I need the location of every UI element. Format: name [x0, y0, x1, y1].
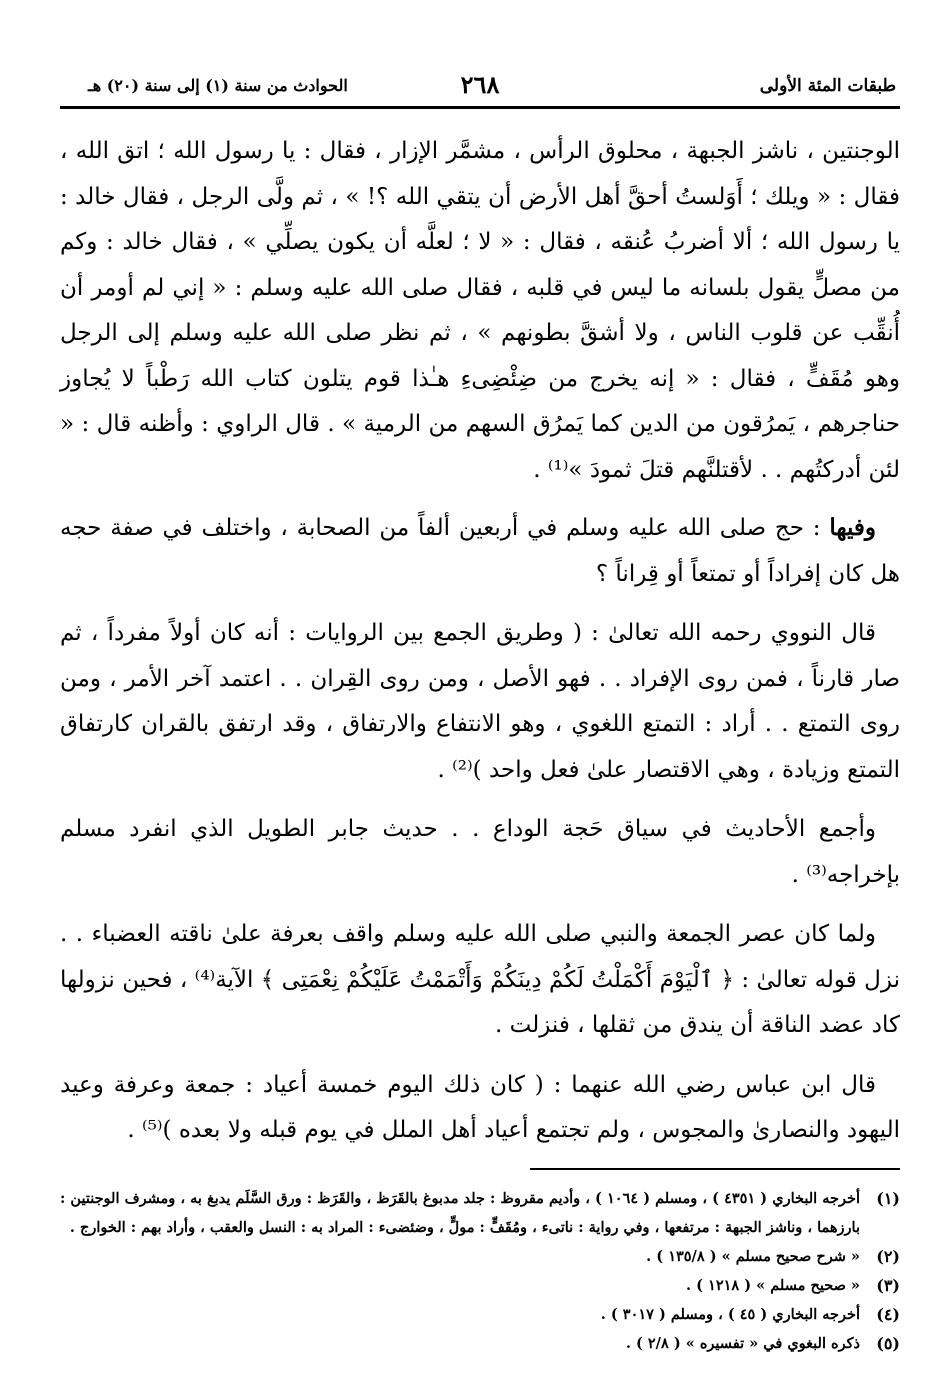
paragraph-text: قال النووي رحمه الله تعالىٰ : ( وطريق الجمع بين الروايات : أنه كان أولاً مفرداً ، ثم صار قارناً ، فمن روى الإفراد . . فهو الأصل ، ومن روى القِران . . اعتمد آخر الأمر ، ومن روى التمتع . . أراد : التمتع اللغوي ، وهو الانتفاع والارتفاق ، وقد ارتفق بالقران كارتفاق التمتع وزيادة ، وهي الاقتصار علىٰ فعل واحد )⁽²⁾ . [60, 620, 900, 783]
paragraph [60, 129, 900, 493]
footnote-text: أخرجه البخاري ( ٤٣٥١ ) ، ومسلم ( ١٠٦٤ ) ، وأديم مقروظ : جلد مدبوغ بالقَرَظ ، والقَرَظ : ورق السَّلَم يدبغ به ، ومشرف الوجنتين : بارزهما ، وناشز الجبهة : مرتفعها ، وفي رواية : ناتىء ، ومُقَفٍّ : مولٍّ ، وضئضىء : المراد به : النسل والعقب ، وأراد بهم : الخوارج . [60, 1189, 861, 1236]
paragraph [60, 611, 900, 793]
footnote [60, 1242, 900, 1271]
paragraph-lead: وفيها [829, 514, 876, 541]
paragraph-text: : حج صلى الله عليه وسلم في أربعين ألفاً من الصحابة ، واختلف في صفة حجه هل كان إفراداً أو تمتعاً أو قِراناً ؟ [60, 515, 900, 587]
footnote [60, 1184, 900, 1242]
footnote-text: « صحيح مسلم » ( ١٢١٨ ) . [686, 1276, 860, 1294]
paragraph [60, 1063, 900, 1154]
footnote [60, 1329, 900, 1358]
footnote-text: ذكره البغوي في « تفسيره » ( ٢/٨ ) . [625, 1334, 860, 1352]
book-title: طبقات المئة الأولى [759, 76, 896, 96]
book-page [60, 62, 900, 1358]
running-header [60, 62, 900, 102]
paragraph [60, 912, 900, 1049]
paragraph [60, 505, 900, 597]
main-text [60, 129, 900, 1154]
paragraph-text: الوجنتين ، ناشز الجبهة ، محلوق الرأس ، مشمَّر الإزار ، فقال : يا رسول الله ؛ اتق الله ، فقال : « ويلك ؛ أَوَلستُ أحقَّ أهل الأرض أن يتقي الله ؟! » ، ثم ولَّى الرجل ، فقال خالد : يا رسول الله ؛ ألا أضربُ عُنقه ، فقال : « لا ؛ لعلَّه أن يكون يصلِّي » ، فقال خالد : وكم من مصلٍّ يقول بلسانه ما ليس في قلبه ، فقال صلى الله عليه وسلم : « إني لم أومر أن أُنقِّب عن قلوب الناس ، ولا أشقَّ بطونهم » ، ثم نظر صلى الله عليه وسلم إلى الرجل وهو مُقَفٍّ ، فقال : « إنه يخرج من ضِئْضِىءِ هـٰذا قوم يتلون كتاب الله رَطْباً لا يُجاوز حناجرهم ، يَمرُقون من الدين كما يَمرُق السهم من الرمية » . قال الراوي : وأظنه قال : « لئن أدركتُهم . . لأقتلنَّهم قتلَ ثمودَ »⁽¹⁾ . [60, 138, 900, 483]
paragraph-text: قال ابن عباس رضي الله عنهما : ( كان ذلك اليوم خمسة أعياد : جمعة وعرفة وعيد اليهود والنصارىٰ والمجوس ، ولم تجتمع أعياد أهل الملل في يوم قبله ولا بعده )⁽⁵⁾ . [60, 1071, 900, 1143]
footnote [60, 1300, 900, 1329]
paragraph [60, 807, 900, 898]
footnote-number: (٥) [876, 1333, 900, 1353]
footnote-number: (١) [876, 1188, 900, 1208]
footnote-text: « شرح صحيح مسلم » ( ١٣٥/٨ ) . [646, 1247, 860, 1265]
header-rule [60, 106, 900, 109]
footnote [60, 1271, 900, 1300]
footnotes [60, 1184, 900, 1358]
page-number: ٢٦٨ [460, 70, 500, 99]
footnote-number: (٤) [876, 1304, 900, 1324]
footnote-text: أخرجه البخاري ( ٤٥ ) ، ومسلم ( ٣٠١٧ ) . [600, 1305, 860, 1323]
footnote-separator [530, 1168, 900, 1170]
footnote-number: (٣) [876, 1275, 900, 1295]
paragraph-text: ولما كان عصر الجمعة والنبي صلى الله عليه وسلم واقف بعرفة علىٰ ناقته العضباء . . نزل قوله تعالىٰ : ﴿ ٱلْيَوْمَ أَكْمَلْتُ لَكُمْ دِينَكُمْ وَأَتْمَمْتُ عَلَيْكُمْ نِعْمَتِى ﴾ الآية⁽⁴⁾ ، فحين نزولها كاد عضد الناقة أن يندق من ثقلها ، فنزلت . [60, 921, 900, 1038]
paragraph-text: وأجمع الأحاديث في سياق حَجة الوداع . . حديث جابر الطويل الذي انفرد مسلم بإخراجه⁽³⁾ . [60, 816, 900, 888]
footnote-number: (٢) [876, 1246, 900, 1266]
chapter-title: الحوادث من سنة (١) إلى سنة (٢٠) هـ [88, 76, 348, 95]
